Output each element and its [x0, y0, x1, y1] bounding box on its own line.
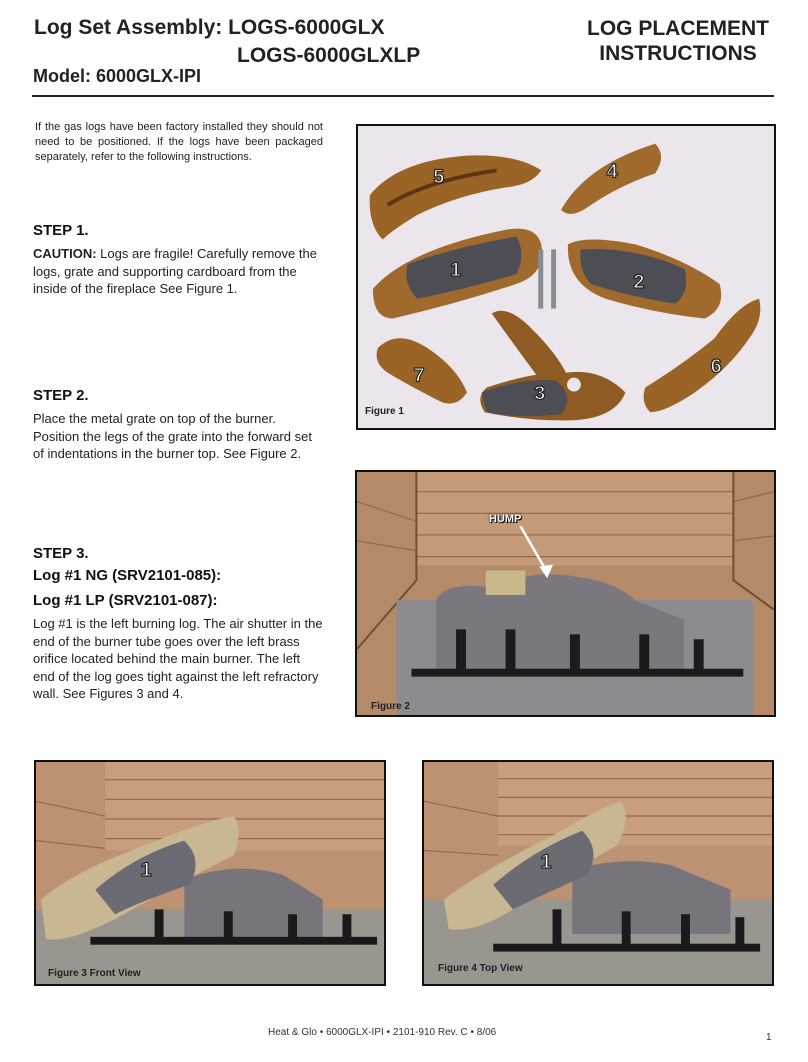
figure-3-illustration — [36, 762, 384, 984]
figure-1-photo — [356, 124, 776, 430]
step1-heading: STEP 1. — [33, 222, 89, 239]
figure-3-caption: Figure 3 Front View — [48, 968, 141, 979]
fig1-label-3: 3 — [534, 382, 546, 405]
header-rule — [32, 95, 774, 97]
fig1-label-1: 1 — [450, 259, 462, 282]
step2-heading: STEP 2. — [33, 387, 89, 404]
page-number: 1 — [766, 1032, 772, 1043]
figure-4-photo — [422, 760, 774, 986]
doc-heading — [572, 16, 784, 66]
step3-text: Log #1 is the left burning log. The air shutter in the end of the burner tube goes over the left brass orifice located behind the main burner. The left end of the log goes tight against the left refractory wall. See Figures 3 and 4. — [33, 616, 323, 701]
doc-heading-line-2: INSTRUCTIONS — [599, 42, 757, 65]
figure-3-photo — [34, 760, 386, 986]
fig4-label-1: 1 — [540, 851, 552, 874]
footer-text: Heat & Glo • 6000GLX-IPI • 2101-910 Rev. C • 8/06 — [268, 1027, 497, 1038]
fig1-label-2: 2 — [633, 270, 645, 293]
figure-4-illustration — [424, 762, 772, 984]
step1-body: Logs are fragile! Carefully remove the logs, grate and supporting cardboard from the inside of the fireplace See Figure 1. — [33, 246, 317, 296]
figure-2-illustration — [357, 472, 774, 715]
step2-text: Place the metal grate on top of the burner. Position the legs of the grate into the forward set of indentations in the burner top. See Figure 2. — [33, 411, 312, 461]
intro-paragraph: If the gas logs have been factory installed they should not need to be positioned. If the logs have been packaged separately, refer to the following instructions. — [35, 121, 323, 163]
doc-heading-line-1: LOG PLACEMENT — [587, 17, 769, 40]
caution-label: CAUTION: — [33, 246, 97, 261]
figure-1-caption: Figure 1 — [365, 406, 404, 417]
fig1-label-5: 5 — [433, 166, 445, 189]
step3-sub-ng: Log #1 NG (SRV2101-085): — [33, 567, 222, 584]
figure-4-caption: Figure 4 Top View — [438, 963, 523, 974]
step3-heading: STEP 3. — [33, 545, 89, 562]
title-line-1: Log Set Assembly: LOGS-6000GLX — [34, 16, 385, 39]
step1-text — [33, 245, 323, 298]
fig1-label-7: 7 — [413, 364, 425, 387]
fig1-label-6: 6 — [710, 355, 722, 378]
model-label: Model: 6000GLX-IPI — [33, 66, 202, 86]
step3-sub-lp: Log #1 LP (SRV2101-087): — [33, 592, 218, 609]
hump-label: HUMP — [489, 513, 522, 525]
figure-2-caption: Figure 2 — [371, 701, 410, 712]
title-line-2: LOGS-6000GLXLP — [237, 44, 421, 67]
fig1-label-4: 4 — [606, 160, 618, 183]
figure-1-illustration — [358, 126, 774, 428]
fig3-label-1: 1 — [140, 859, 152, 881]
figure-2-photo — [355, 470, 776, 717]
